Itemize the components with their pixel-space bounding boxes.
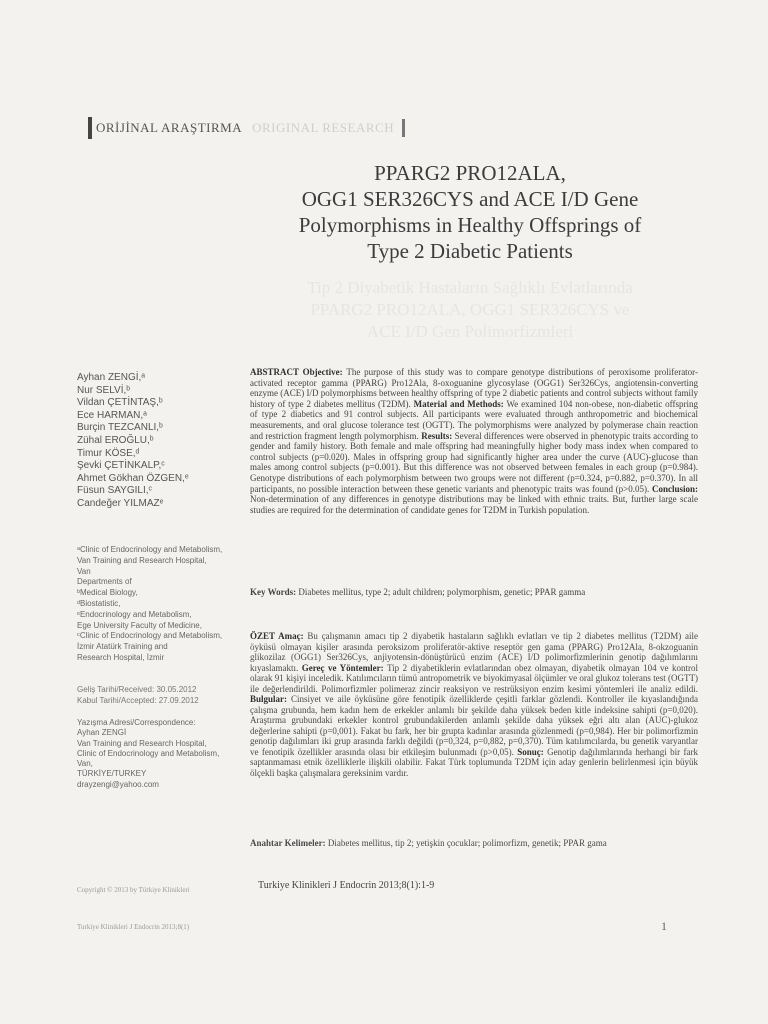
- ozet-sonuc-label: Sonuç:: [517, 746, 544, 757]
- affiliation-line: ᵇMedical Biology,: [77, 588, 138, 598]
- author: Zühal EROĞLU,ᵇ: [77, 434, 154, 446]
- accepted-label: Kabul Tarihi/Accepted:: [77, 695, 157, 705]
- english-abstract: [250, 367, 698, 515]
- anahtar-kelimeler: [250, 838, 698, 849]
- key-words-text: Diabetes mellitus, type 2; adult children; polymorphism, genetic; PPAR gamma: [298, 587, 586, 597]
- author: Candeğer YILMAZᵉ: [77, 497, 164, 509]
- author: Ece HARMAN,ᵃ: [77, 409, 147, 421]
- key-words-label: Key Words:: [250, 587, 297, 597]
- abstract-methods-label: Material and Methods:: [413, 398, 504, 409]
- abstract-conclusion: Non-determination of any differences in genotype distributions may be linked with ethnic traits. But, further large scale studies are required for the determination of candidate genes for T2DM in Turkish population.: [250, 494, 698, 515]
- abstract-methods: We examined 104 non-obese, non-diabetic offspring of type 2 diabetics and 91 control subjects. All participants were evaluated through anthropometric and biochemical measurements, and oral glucose tolerance test (OGTT). The polymorphisms were analyzed by polymerase chain reaction and restriction fragment length polymorphism.: [250, 398, 698, 441]
- article-dates: [77, 685, 242, 706]
- title-line: Type 2 Diabetic Patients: [367, 239, 573, 263]
- author: Ahmet Gökhan ÖZGEN,ᵉ: [77, 472, 189, 484]
- affiliations: [77, 545, 242, 664]
- ozet-bulgular: Cinsiyet ve aile öyküsüne göre fenotipik özelliklerde çeşitli farklar gözlendi. Kontroller ile kıyaslandığında çalışma grubunda, hem kadın hem de erkekler anlamlı bir şekilde daha yüksek beden kitle indeksine sahipti (p=0,020). Araştırma grubundaki erkekler kontrol grubundakilerden anlamlı şekilde daha yüksek eğri altı alan (AUC)-glukoz değerlerine sahipti (p=0,001). Fakat bu fark, her bir grupta kadınlar arasında gözlenmedi (p=0,984). Her bir polimorfizmin genotip dağılımları iki grup arasında farklı değildi (p=0,324, p=0,882, p=0,370). Tüm katılımcılarda, bu genetik varyantlar ve fenotipik özellikler arasında olası bir etkileşim bulunmadı (p>0,05).: [250, 694, 699, 757]
- author: Burçin TEZCANLI,ᵇ: [77, 422, 163, 434]
- page-number: 1: [661, 919, 667, 933]
- turkish-title-line: Tip 2 Diyabetik Hastaların Sağlıklı Evlatlarında: [307, 278, 633, 297]
- turkish-abstract: [250, 631, 698, 778]
- journal-reference: Turkiye Klinikleri J Endocrin 2013;8(1):1-9: [258, 880, 435, 891]
- author: Vildan ÇETİNTAŞ,ᵇ: [77, 397, 163, 409]
- ozet-yontem: Tip 2 diyabetiklerin evlatlarından obez olmayan, diyabetik olmayan 104 ve kontrol olarak 91 kişiyi inceledik. Katılımcıların tümü antropometrik ve biyokimyasal ölçümler ve oral glukoz tolerans test (OGTT) ile değerlendirildi. Polimorfizmler polimeraz zincir reaksiyon ve restrüksiyon enzim kesimi yöntemleri ile analiz edildi.: [250, 662, 698, 694]
- correspondence-line: Van,: [77, 759, 93, 769]
- abstract-conclusion-label: Conclusion:: [651, 483, 698, 494]
- abstract-objective: The purpose of this study was to compare genotype distributions of peroxisome proliferator-activated receptor gamma (PPARG) Pro12Ala, 8-oxoguanine glycosylase (OGG1) Ser326Cys, angiotensin-converting enzyme (ACE) I/D polymorphisms between healthy offspring of type 2 diabetic patients and control subjects without family history of type 2 diabetes mellitus (T2DM).: [250, 367, 698, 409]
- affiliation-line: ᶜClinic of Endocrinology and Metabolism,: [77, 631, 223, 641]
- correspondence-line: Ayhan ZENGİ: [77, 728, 127, 738]
- correspondence-line: TÜRKİYE/TURKEY: [77, 769, 147, 779]
- key-words: [250, 587, 698, 598]
- ozet-amac-label: ÖZET Amaç:: [250, 631, 304, 641]
- received-label: Geliş Tarihi/Received:: [77, 685, 155, 694]
- section-label-tr: ORİJİNAL ARAŞTIRMA: [96, 120, 243, 135]
- ozet-yontem-label: Gereç ve Yöntemler:: [301, 662, 384, 673]
- title-line: OGG1 SER326CYS and ACE I/D Gene: [301, 187, 639, 211]
- correspondence-line: Clinic of Endocrinology and Metabolism,: [77, 748, 220, 758]
- author: Timur KÖSE,ᵈ: [77, 447, 140, 459]
- section-bar: [88, 117, 92, 139]
- affiliation-line: Van Training and Research Hospital,: [77, 555, 207, 565]
- affiliation-line: ᵉEndocrinology and Metabolism,: [77, 609, 192, 619]
- affiliation-line: Departments of: [77, 577, 132, 587]
- received-date: 30.05.2012: [156, 685, 197, 694]
- section-label: [88, 117, 405, 139]
- author-list: [77, 372, 237, 511]
- author: Şevki ÇETİNKALP,ᶜ: [77, 460, 165, 472]
- title-line: Polymorphisms in Healthy Offsprings of: [298, 213, 642, 237]
- accepted-date-row: [77, 696, 242, 707]
- abstract-results-label: Results:: [421, 430, 453, 441]
- turkish-title-line: ACE I/D Gen Polimorfizmleri: [366, 322, 574, 341]
- affiliation-line: Van: [77, 566, 91, 576]
- author: Nur SELVİ,ᵇ: [77, 384, 131, 396]
- correspondence-email: drayzengi@yahoo.com: [77, 779, 159, 789]
- abstract-objective-label: ABSTRACT Objective:: [250, 367, 343, 377]
- affiliation-line: ᵃClinic of Endocrinology and Metabolism,: [77, 545, 223, 554]
- section-label-en: ORIGINAL RESEARCH: [252, 120, 395, 135]
- section-bar-secondary: [402, 119, 405, 137]
- turkish-title: [245, 277, 695, 343]
- affiliation-line: Ege University Faculty of Medicine,: [77, 620, 202, 630]
- author: Füsun SAYGILI,ᶜ: [77, 485, 153, 497]
- copyright-notice: Copyright © 2013 by Türkiye Klinikleri: [77, 886, 190, 894]
- accepted-date: 27.09.2012: [158, 695, 199, 705]
- anahtar-text: Diabetes mellitus, tip 2; yetişkin çocuklar; polimorfizm, genetik; PPAR gama: [327, 838, 607, 848]
- ozet-bulgular-label: Bulgular:: [250, 694, 288, 704]
- page-footer: Turkiye Klinikleri J Endocrin 2013;8(1): [77, 923, 190, 931]
- article-title: [250, 160, 690, 264]
- correspondence-line: Yazışma Adresi/Correspondence:: [77, 718, 196, 727]
- turkish-title-line: PPARG2 PRO12ALA, OGG1 SER326CYS ve: [310, 300, 630, 319]
- received-date-row: [77, 685, 242, 696]
- anahtar-label: Anahtar Kelimeler:: [250, 838, 326, 848]
- ozet-sonuc: Genotip dağılımlarında herhangi bir fark saptanmaması etnik özelliklerle ilişkili olabilir. Fakat Türk toplumunda T2DM için aday genlerin belirlenmesi için büyük ölçekli başka çalışmalara gereksinim vardır.: [250, 746, 699, 778]
- affiliation-line: Research Hospital, İzmir: [77, 652, 165, 662]
- correspondence-line: Van Training and Research Hospital,: [77, 738, 207, 748]
- author: Ayhan ZENGİ,ᵃ: [77, 372, 146, 383]
- abstract-results: Several differences were observed in phenotypic traits according to gender and family history. Both female and male offspring had meaningfully higher body mass index when compared to control subjects (p=0.020). Males in offspring group had significantly higher area under the curve (AUC)-glucose than males among control subjects (p=0.001). But this difference was not observed between females in each group (p=0.984). Genotype distributions of each polymorphism between two groups were not different (p=0.324, p=0.882, p=0.370). In all participants, no possible interaction between these genetic variants and phenotypic traits was found (p>0.05).: [250, 430, 699, 494]
- correspondence: [77, 718, 242, 790]
- title-line: PPARG2 PRO12ALA,: [374, 161, 566, 185]
- affiliation-line: İzmir Atatürk Training and: [77, 642, 168, 652]
- affiliation-line: ᵈBiostatistic,: [77, 598, 121, 608]
- ozet-amac: Bu çalışmanın amacı tip 2 diyabetik hastaların sağlıklı evlatları ve tip 2 diabetes mellitus (T2DM) aile öyküsü olmayan kişiler arasında peroksizom proliferatör-aktive reseptör gen gama (PPARG) Pro12Ala, 8-okzoguanin glikozilaz (OGG1) Ser326Cys, anjiyotensin-dönüştürücü enzim (ACE) I/D polimorfizmlerinin genotip dağılımlarını kıyaslamaktı.: [250, 631, 698, 673]
